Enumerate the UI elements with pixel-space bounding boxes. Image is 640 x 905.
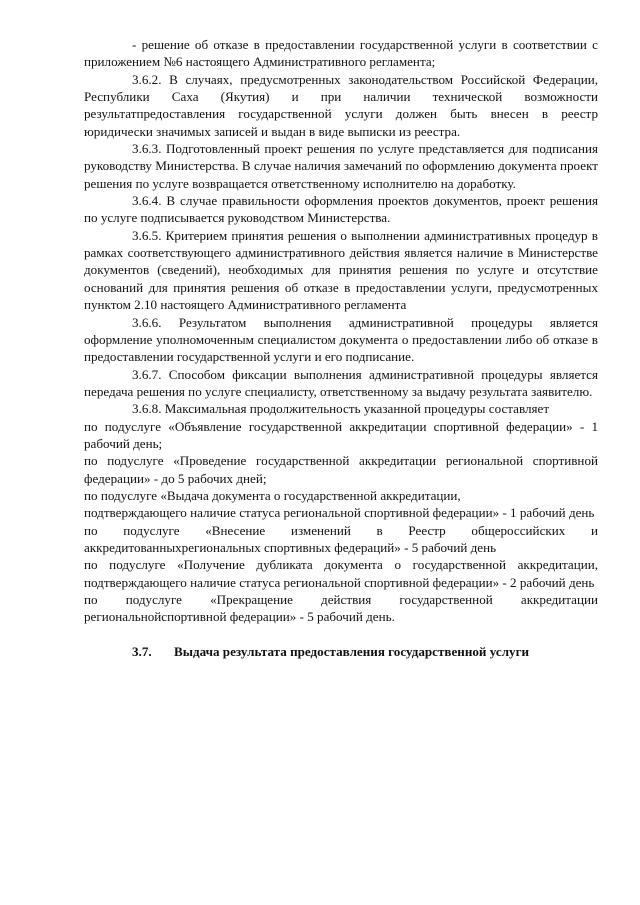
paragraph-refusal-decision: - решение об отказе в предоставлении государственной услуги в соответствии с приложением №6 настоящего Административного регламента; [84,37,598,70]
section-number: 3.7. [132,643,152,659]
paragraph-3-6-4: 3.6.4. В случае правильности оформления проектов документов, проект решения по услуге подписывается руководством Министерства. [84,193,598,226]
section-spacer [84,626,598,643]
paragraph-3-6-8: 3.6.8. Максимальная продолжительность указанной процедуры составляет [132,401,550,417]
duration-item-termination: по подуслуге «Прекращение действия государственной аккредитации региональнойспортивной федерации» - 5 рабочий день. [84,592,598,625]
paragraph-3-6-2: 3.6.2. В случаях, предусмотренных законодательством Российской Федерации, Республики Саха (Якутия) и при наличии технической возможности результатпредоставления государственной услуги должен быть внесен в реестр юридически значимых записей и выдан в виде выписки из реестра. [84,71,598,139]
duration-item-document-issue: по подуслуге «Выдача документа о государственной аккредитации, [84,487,461,503]
duration-item-accreditation: по подуслуге «Проведение государственной аккредитации региональной спортивной федерации» - до 5 рабочих дней; [84,453,598,486]
paragraph-3-6-3: 3.6.3. Подготовленный проект решения по услуге представляется для подписания руководству Министерства. В случае наличия замечаний по оформлению документа проект решения по услуге возвращается ответственному исполнителю на доработку. [84,141,598,191]
section-heading [84,643,598,660]
duration-item-duplicate: по подуслуге «Получение дубликата документа о государственной аккредитации, подтверждающего наличие статуса региональной спортивной федерации» - 2 рабочий день [84,557,598,590]
paragraph-3-6-7: 3.6.7. Способом фиксации выполнения административной процедуры является передача решения по услуге специалисту, ответственному за выдачу результата заявителю. [84,366,598,399]
duration-item-document-issue-cont: подтверждающего наличие статуса региональной спортивной федерации» - 1 рабочий день [84,505,595,521]
duration-item-announcement: по подуслуге «Объявление государственной аккредитации спортивной федерации» - 1 рабочий день; [84,418,598,451]
paragraph-3-6-5: 3.6.5. Критерием принятия решения о выполнении административных процедур в рамках соответствующего административного действия является наличие в Министерстве документов (сведений), необходимых для принятия решения по услуге и отсутствие оснований для принятия решения об отказе в предоставлении услуги, предусмотренных пунктом 2.10 настоящего Административного регламента [84,227,598,313]
section-title: Выдача результата предоставления государственной услуги [174,643,530,659]
duration-item-registry-changes: по подуслуге «Внесение изменений в Реестр общероссийских и аккредитованныхрегиональных спортивных федераций» - 5 рабочий день [84,522,598,555]
paragraph-3-6-6: 3.6.6. Результатом выполнения административной процедуры является оформление уполномоченным специалистом документа о предоставлении либо об отказе в предоставлении государственной услуги и его подписание. [84,314,598,365]
